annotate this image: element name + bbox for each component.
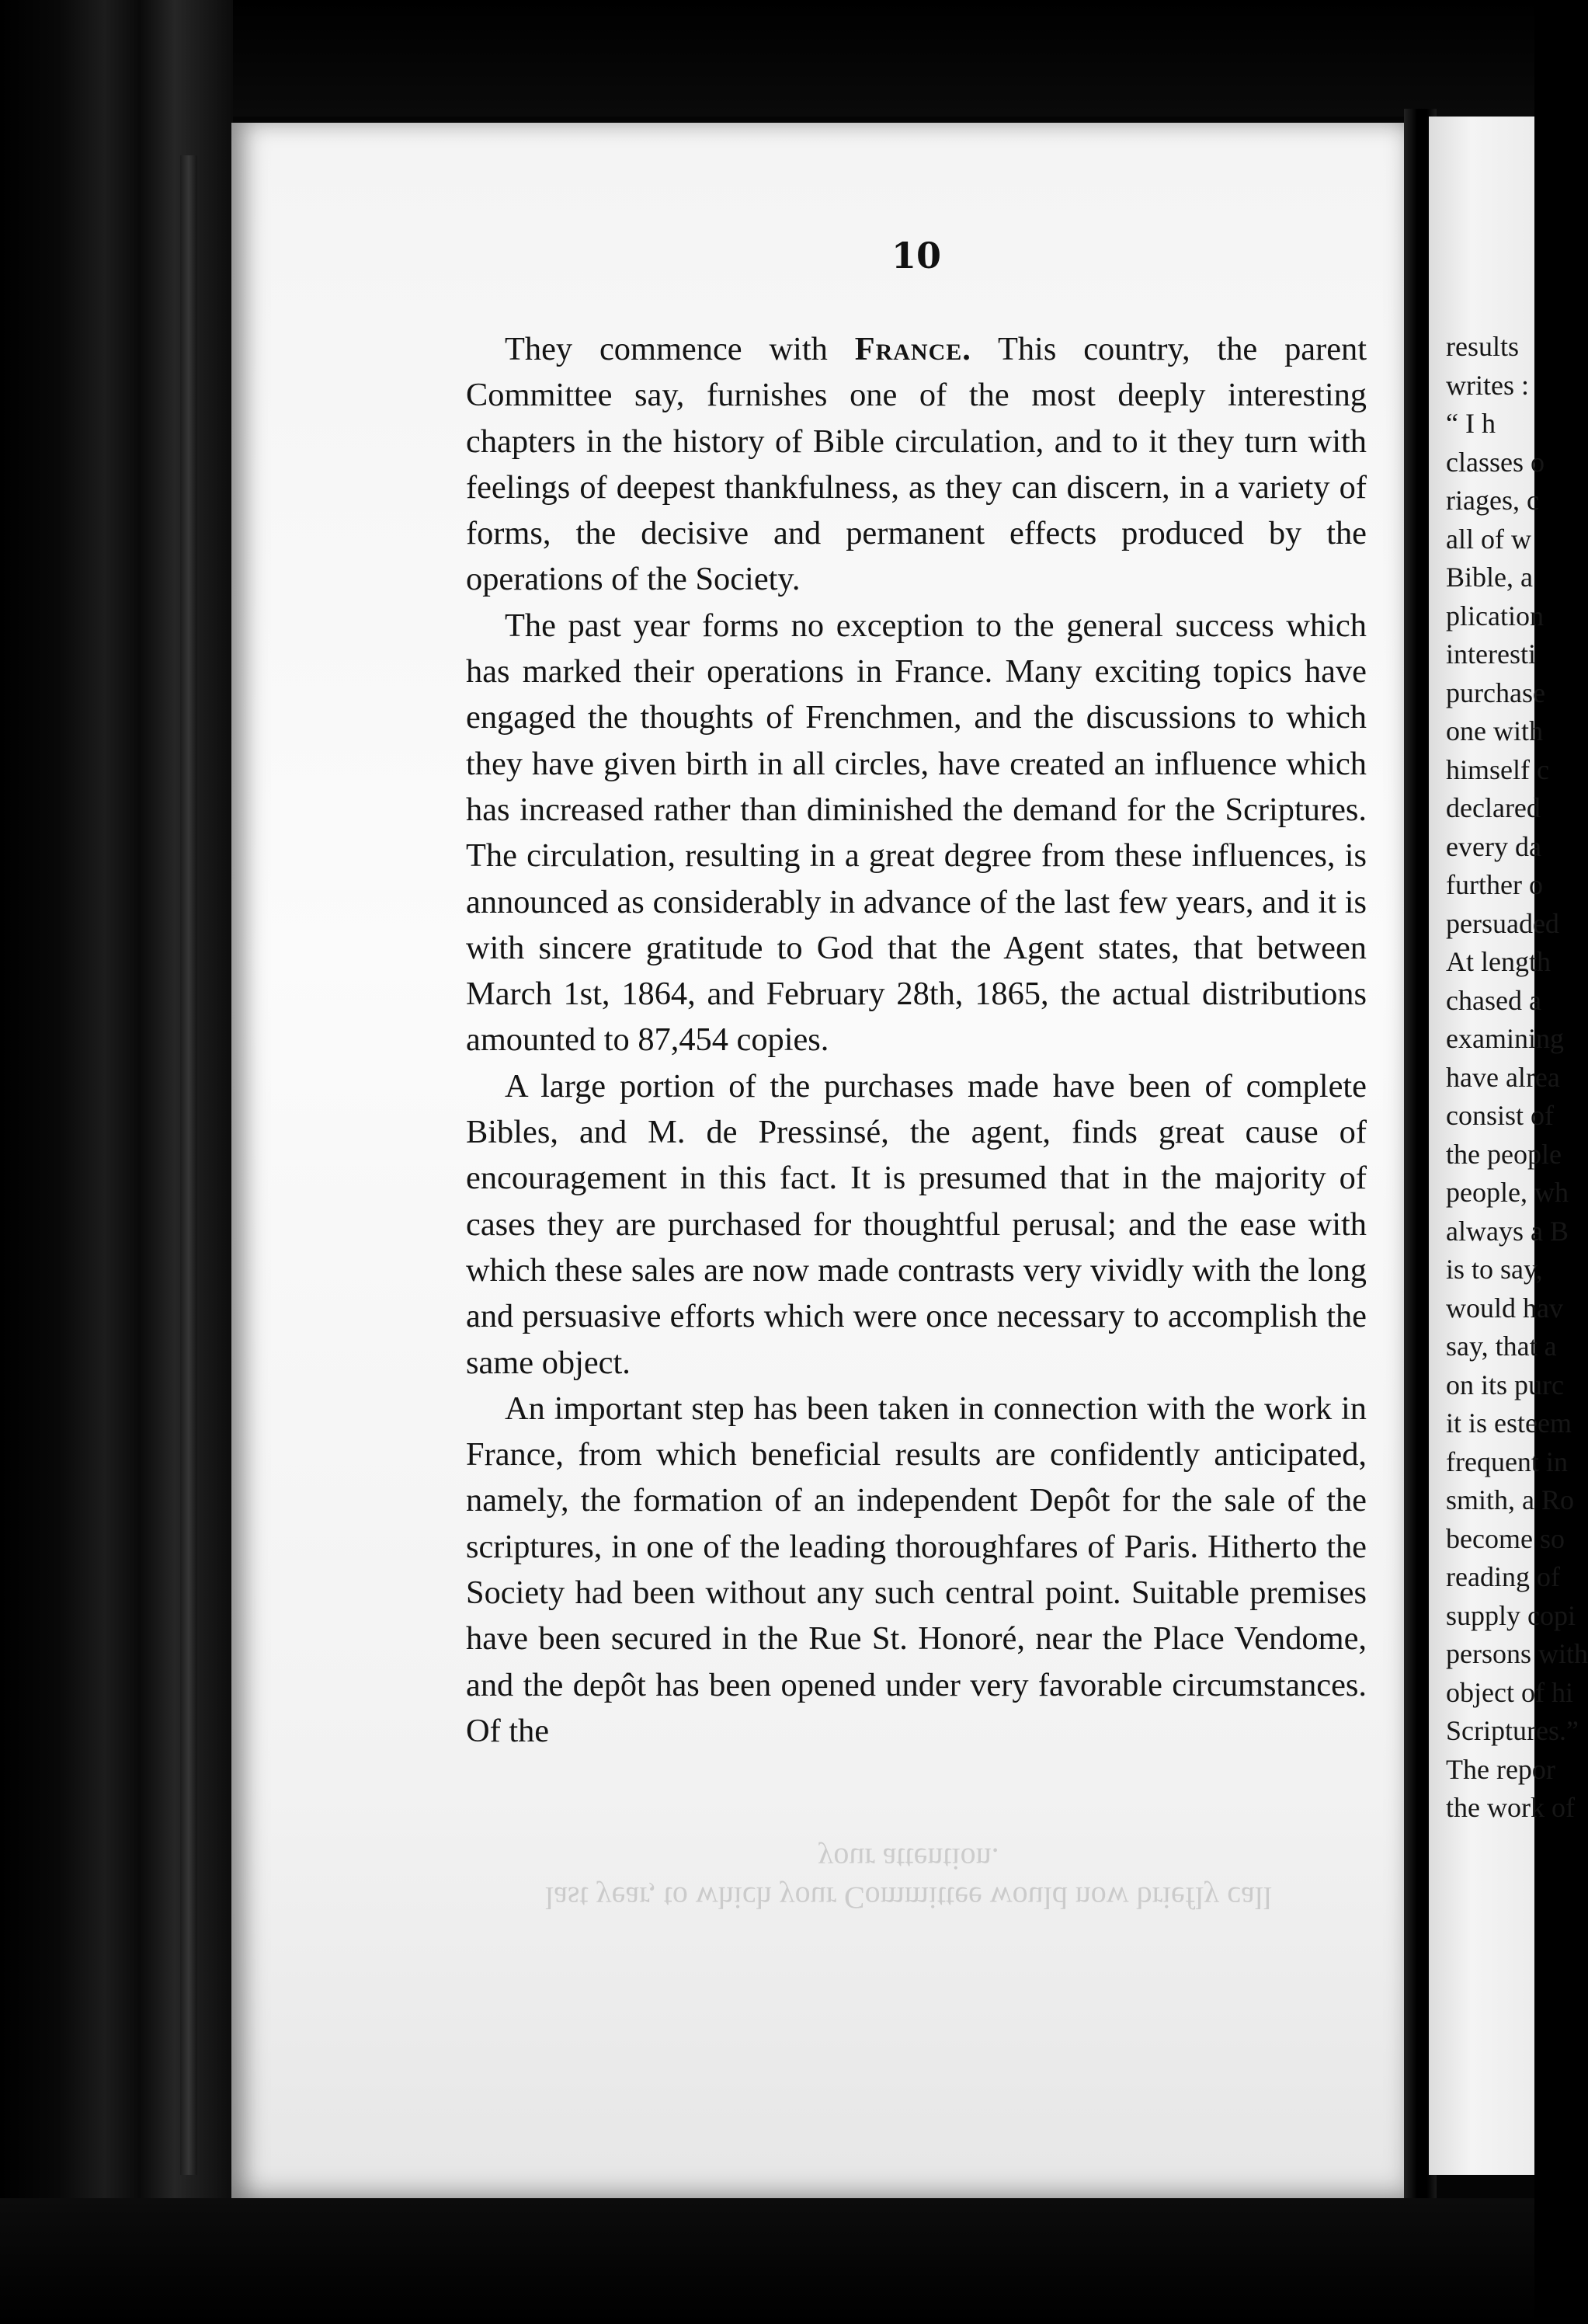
facing-page-line: would hav (1446, 1292, 1563, 1324)
facing-page-lines (1446, 328, 1588, 1828)
facing-page-line: classes o (1446, 446, 1545, 478)
facing-page-line: always a B (1446, 1215, 1569, 1247)
facing-page-line: At length (1446, 946, 1551, 977)
facing-page-line: interesti (1446, 638, 1536, 670)
facing-page-line: every da (1446, 830, 1541, 862)
facing-page-line: say, that a (1446, 1331, 1557, 1362)
facing-page-line: plication (1446, 600, 1544, 631)
bleed-through-text (450, 1839, 1367, 1917)
facing-page-line: riages, c (1446, 485, 1539, 516)
facing-page-line: Bible, a (1446, 562, 1533, 593)
page-body-text (466, 326, 1367, 1754)
facing-page-line: declared (1446, 792, 1541, 823)
facing-page-line: supply copi (1446, 1599, 1576, 1631)
facing-page-line: examining (1446, 1023, 1564, 1054)
facing-page-line: it is esteem (1446, 1407, 1572, 1439)
facing-page (1429, 117, 1588, 2175)
facing-page-line: is to say, (1446, 1254, 1543, 1285)
paragraph-1-rest: This country, the parent Committee say, furnishes one of the most deeply interesting chapters in the history of Bible circulation, and to it they turn with feelings of deepest thankfulness, as they can discern, in a variety of forms, the decisive and permanent effects produced by the operations of the Society. (466, 331, 1367, 598)
facing-page-line: chased a (1446, 984, 1541, 1016)
paragraph-2: The past year forms no exception to the general success which has marked their operations in France. Many exciting topics have engaged the thoughts of Frenchmen, and the discussions to which they have given birth in all circles, have created an influence which has increased rather than diminished the demand for the Scriptures. The circulation, resulting in a great degree from these influences, is announced as considerably in advance of the last few years, and it is with sincere gratitude to God that the Agent states, that between March 1st, 1864, and February 28th, 1865, the actual distributions amounted to 87,454 copies. (466, 607, 1367, 1059)
facing-page-line: become so (1446, 1522, 1565, 1554)
facing-page-line: frequent in (1446, 1446, 1568, 1477)
page-number: 10 (891, 235, 942, 277)
facing-page-line: the work of (1446, 1792, 1575, 1823)
paragraph-1 (466, 326, 1367, 603)
facing-page-line: Scriptures.” (1446, 1715, 1579, 1746)
facing-page-line: reading of (1446, 1561, 1560, 1592)
facing-page-line: further o (1446, 869, 1543, 900)
paragraph-3: A large portion of the purchases made have been of complete Bibles, and M. de Pressinsé, the agent, finds great cause of encouragement in this fact. It is presumed that in the majority of cases they are purchased for thoughtful perusal; and the ease with which these sales are now made contrasts very vividly with the long and persuasive efforts which were once necessary to accomplish the same object. (466, 1067, 1367, 1381)
paragraph-1-lead: They commence with (505, 331, 855, 367)
facing-page-line: object of hi (1446, 1676, 1573, 1708)
facing-page-line: all of w (1446, 523, 1531, 555)
country-name-france: France. (854, 331, 971, 367)
bleed-line: your attention. (818, 1842, 999, 1877)
facing-page-line: writes : (1446, 369, 1529, 401)
facing-page-line: persons with (1446, 1638, 1588, 1669)
paragraph-4: An important step has been taken in connection with the work in France, from which beneficial results are confidently anticipated, namely, the formation of an independent Depôt for the sale of the scriptures, in one of the leading thoroughfares of Paris. Hitherto the Society had been without any such central point. Suitable premises have been secured in the Rue St. Honoré, near the Place Vendome, and the depôt has been opened under very favorable circumstances. Of the (466, 1390, 1367, 1749)
facing-page-line: people, wh (1446, 1177, 1569, 1208)
facing-page-line: on its purc (1446, 1369, 1564, 1400)
facing-page-line: himself c (1446, 753, 1549, 785)
facing-page-line: The repor (1446, 1753, 1555, 1785)
binding-edge (180, 155, 197, 2175)
bottom-dark-margin (0, 2198, 1534, 2324)
facing-page-line: “ I h (1446, 408, 1496, 439)
facing-page-line: one with (1446, 715, 1543, 746)
facing-page-line: results (1446, 331, 1519, 362)
facing-page-line: have alrea (1446, 1061, 1560, 1093)
facing-page-line: consist of (1446, 1100, 1554, 1131)
facing-page-line: the people (1446, 1138, 1562, 1170)
facing-page-line: purchase (1446, 677, 1545, 708)
facing-page-line: smith, a Ro (1446, 1484, 1575, 1515)
bleed-line: last year, to which your Committee would now briefly call (545, 1880, 1272, 1915)
book-binding (0, 0, 233, 2324)
facing-page-line: persuaded (1446, 907, 1559, 939)
